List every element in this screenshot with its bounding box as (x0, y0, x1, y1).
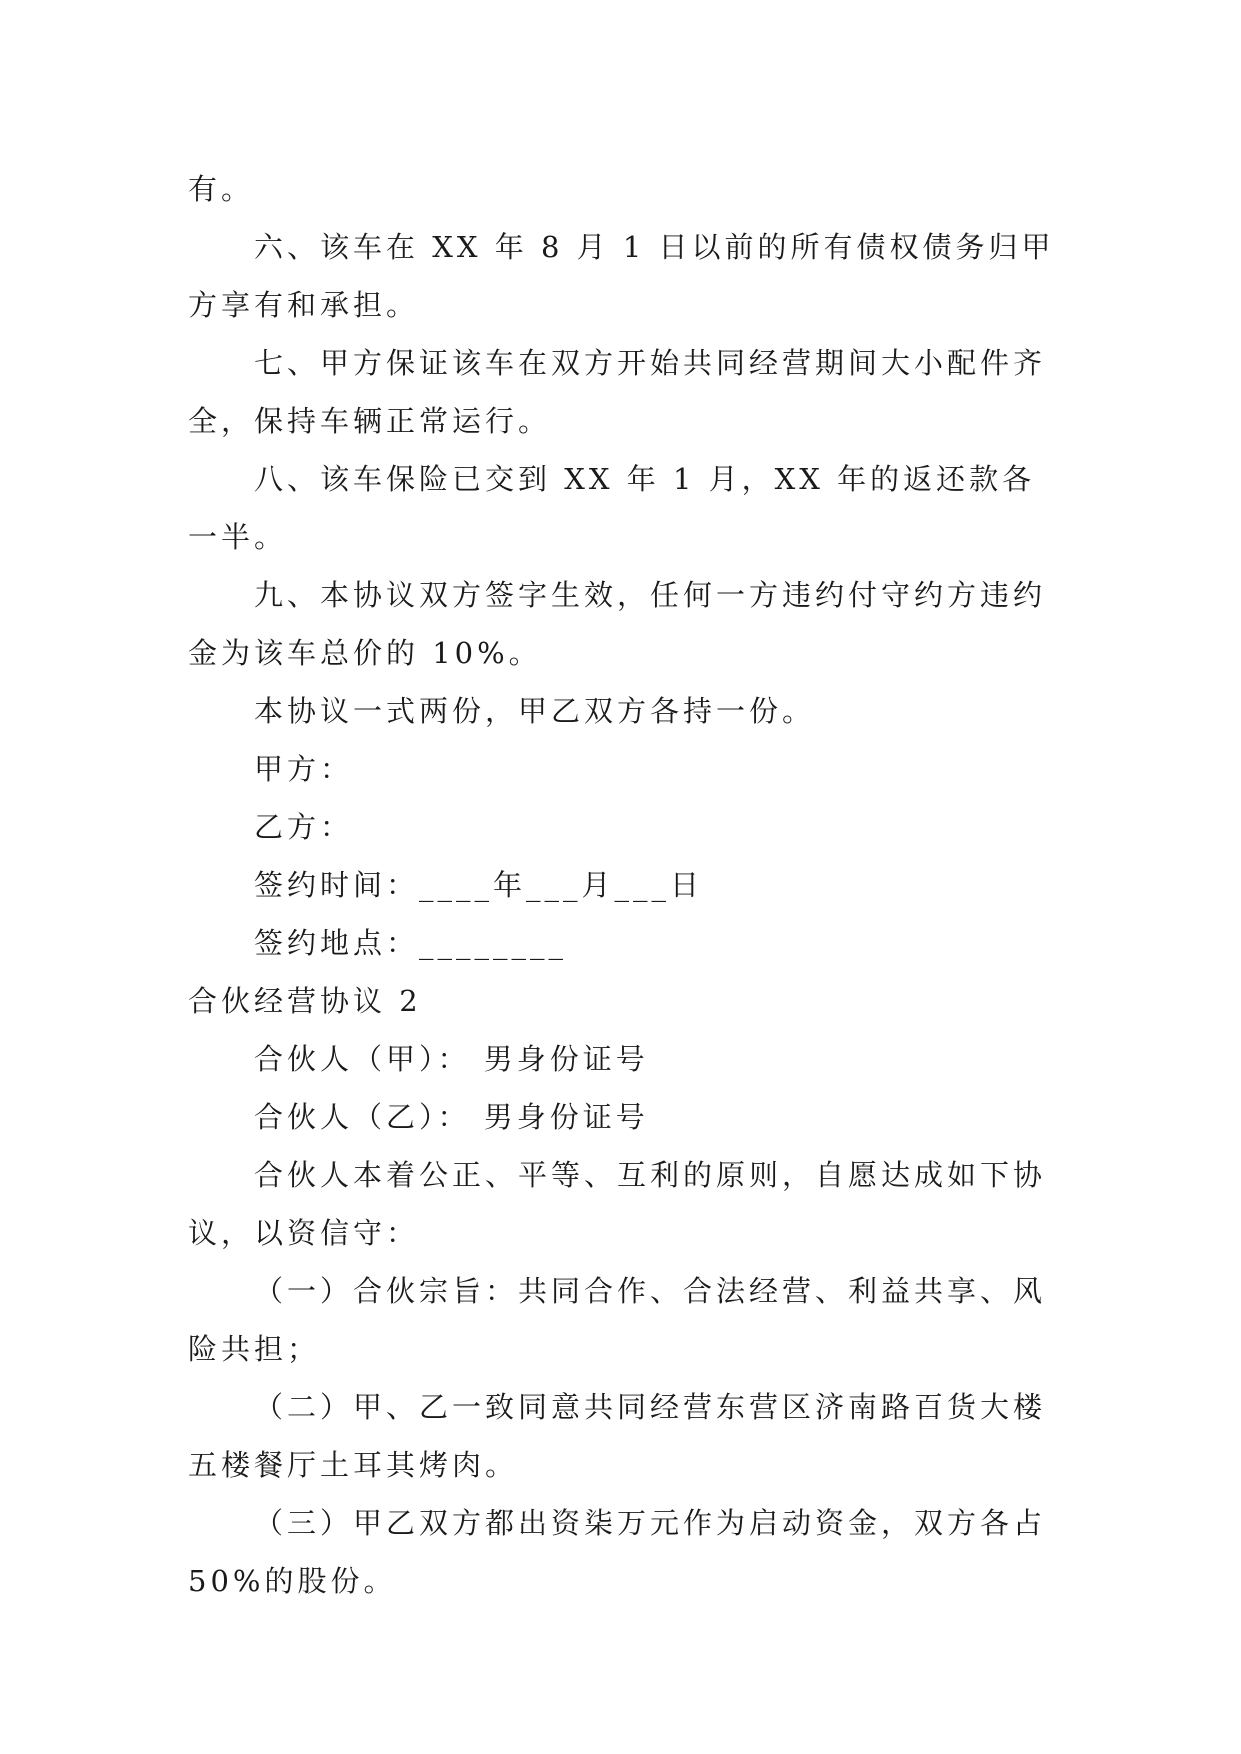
partner-a: 合伙人（甲）： 男身份证号 (254, 1042, 649, 1076)
signing-date: 签约时间：____年___月___日 (254, 868, 704, 902)
agreement-title: 合伙经营协议 2 (188, 984, 422, 1018)
article-one: （一）合伙宗旨：共同合作、合法经营、利益共享、风险共担； (188, 1274, 1047, 1366)
partner-b: 合伙人（乙）： 男身份证号 (254, 1100, 649, 1134)
clause-seven: 七、甲方保证该车在双方开始共同经营期间大小配件齐全，保持车辆正常运行。 (188, 346, 1047, 438)
clause-nine: 九、本协议双方签字生效，任何一方违约付守约方违约金为该车总价的 10%。 (188, 578, 1047, 670)
signing-location: 签约地点：________ (254, 926, 568, 960)
article-three: （三）甲乙双方都出资柒万元作为启动资金，双方各占 50%的股份。 (188, 1506, 1060, 1598)
copies-statement: 本协议一式两份，甲乙双方各持一份。 (254, 694, 816, 728)
document-body (188, 160, 1058, 1610)
clause-eight: 八、该车保险已交到 XX 年 1 月，XX 年的返还款各一半。 (188, 462, 1036, 554)
paragraph-continuation: 有。 (188, 172, 255, 206)
party-b-signature: 乙方： (254, 810, 354, 844)
clause-six: 六、该车在 XX 年 8 月 1 日以前的所有债权债务归甲方享有和承担。 (188, 230, 1055, 322)
article-two: （二）甲、乙一致同意共同经营东营区济南路百货大楼五楼餐厅土耳其烤肉。 (188, 1390, 1047, 1482)
party-a-signature: 甲方： (254, 752, 354, 786)
preamble: 合伙人本着公正、平等、互利的原则，自愿达成如下协议，以资信守： (188, 1158, 1047, 1250)
